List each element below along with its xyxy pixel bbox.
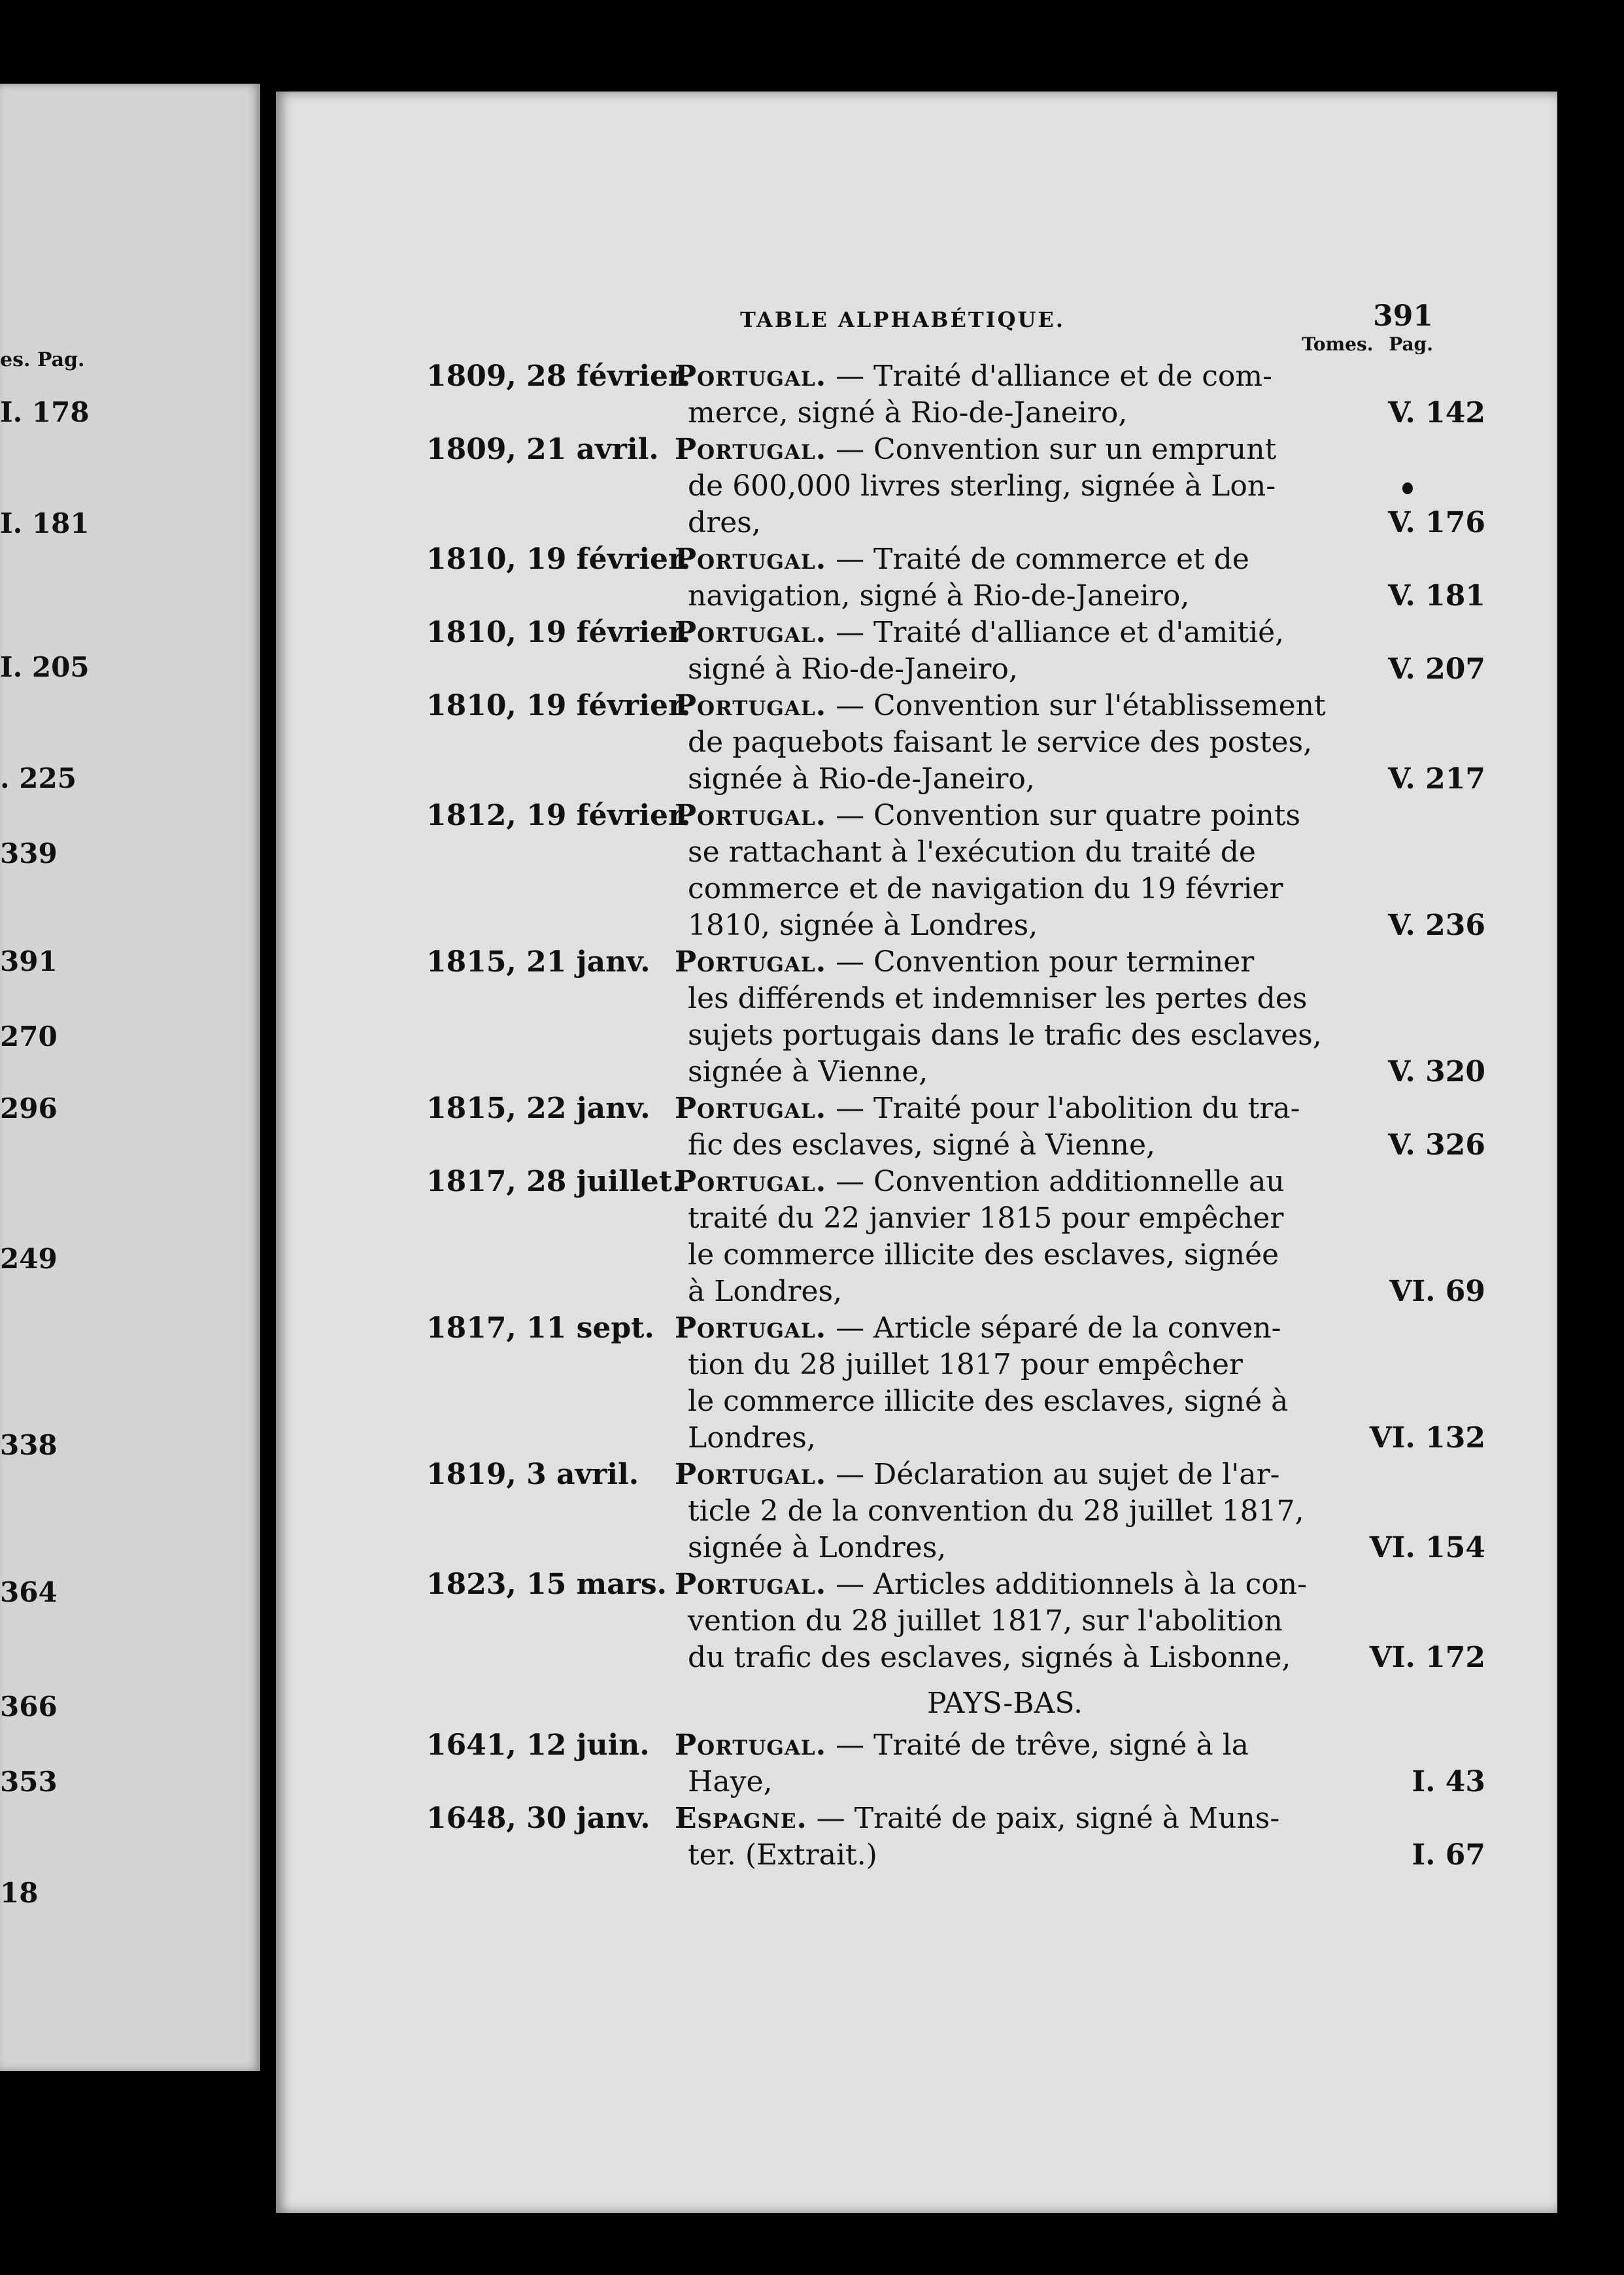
entry-description: sujets portugais dans le trafic des esclaves, — [688, 1019, 1322, 1052]
entry-text — [675, 798, 1300, 834]
entry-description: — Traité pour l'abolition du tra- — [836, 1092, 1300, 1125]
page-title: TABLE ALPHABÉTIQUE. — [740, 307, 1065, 332]
treaty-entry — [426, 1164, 1485, 1310]
entry-line — [426, 1727, 1485, 1764]
entry-line — [426, 688, 1485, 724]
entry-party: Portugal. — [675, 1458, 827, 1491]
entry-description: — Traité de trêve, signé à la — [836, 1728, 1249, 1762]
entry-reference: VI. 132 — [1369, 1421, 1485, 1455]
entry-description: ter. (Extrait.) — [688, 1838, 877, 1872]
treaty-entry — [426, 1566, 1485, 1676]
left-page-ref: 338 — [0, 1428, 58, 1461]
left-page-ref: I. 178 — [0, 396, 90, 428]
left-page-ref: I. 181 — [0, 507, 90, 539]
treaty-entry — [426, 1457, 1485, 1566]
entry-reference: V. 326 — [1388, 1128, 1485, 1162]
entry-line — [426, 1273, 1485, 1310]
entry-reference: V. 176 — [1388, 506, 1485, 539]
entry-party: Portugal. — [675, 433, 827, 466]
section-title: PAYS-BAS. — [927, 1687, 1083, 1720]
entry-line — [426, 1457, 1485, 1493]
entry-line — [426, 1603, 1485, 1640]
entry-reference: V. 236 — [1388, 909, 1485, 942]
entry-line — [426, 615, 1485, 651]
entry-date: 1823, 15 mars. — [426, 1568, 667, 1601]
entry-reference: V. 142 — [1388, 396, 1485, 430]
entry-party: Portugal. — [675, 1165, 827, 1198]
entry-line — [426, 1837, 1485, 1874]
ink-speck — [1402, 482, 1413, 494]
left-page-ref: 391 — [0, 945, 58, 977]
entry-description: — Traité de paix, signé à Muns- — [816, 1802, 1280, 1835]
treaty-entry — [426, 615, 1485, 688]
entry-description: traité du 22 janvier 1815 pour empêcher — [688, 1202, 1284, 1235]
entry-description: — Traité de commerce et de — [836, 543, 1249, 576]
book-gutter — [260, 65, 276, 2092]
entry-line — [426, 541, 1485, 578]
entry-line — [426, 1764, 1485, 1800]
entry-party: Portugal. — [675, 360, 827, 393]
left-page-ref: 339 — [0, 837, 58, 869]
entry-description: — Convention pour terminer — [836, 945, 1255, 979]
entry-date: 1810, 19 février. — [426, 616, 691, 649]
entry-date: 1810, 19 février. — [426, 689, 691, 722]
entry-description: — Convention additionnelle au — [836, 1165, 1285, 1198]
entry-description: du trafic des esclaves, signés à Lisbonne, — [688, 1641, 1291, 1674]
entry-description: se rattachant à l'exécution du traité de — [688, 835, 1256, 869]
entry-party: Portugal. — [675, 1311, 827, 1345]
entry-reference: VI. 69 — [1389, 1275, 1485, 1308]
entry-description: commerce et de navigation du 19 février — [688, 872, 1283, 905]
entry-date: 1815, 22 janv. — [426, 1092, 651, 1125]
entry-date: 1817, 11 sept. — [426, 1311, 654, 1345]
entry-description: vention du 28 juillet 1817, sur l'abolition — [688, 1604, 1283, 1638]
entry-line — [426, 981, 1485, 1017]
entry-date: 1809, 21 avril. — [426, 433, 659, 466]
entry-line — [426, 1566, 1485, 1603]
entry-line — [426, 1640, 1485, 1676]
treaty-entry — [426, 944, 1485, 1090]
entry-party: Portugal. — [675, 689, 827, 722]
entry-description: dres, — [688, 506, 761, 539]
entry-description: — Traité d'alliance et d'amitié, — [836, 616, 1285, 649]
entry-party: Portugal. — [675, 1092, 827, 1125]
entry-line — [426, 431, 1485, 468]
entry-description: 1810, signée à Londres, — [688, 909, 1038, 942]
left-page-ref: 366 — [0, 1690, 58, 1723]
entry-reference: VI. 154 — [1369, 1531, 1485, 1564]
entry-text — [675, 1727, 1249, 1764]
entry-description: signée à Londres, — [688, 1531, 947, 1564]
left-page-ref: 18 — [0, 1876, 39, 1909]
entry-date: 1809, 28 février. — [426, 360, 691, 393]
entry-description: les différends et indemniser les pertes des — [688, 982, 1308, 1015]
entry-description: — Convention sur quatre points — [836, 799, 1301, 832]
treaty-entry — [426, 688, 1485, 798]
page-header — [276, 288, 1557, 340]
entry-line — [426, 798, 1485, 834]
entry-text — [675, 615, 1284, 651]
entry-description: signé à Rio-de-Janeiro, — [688, 652, 1018, 686]
entry-description: — Convention sur un emprunt — [836, 433, 1277, 466]
entry-text — [675, 358, 1272, 395]
column-header: Tomes. Pag. — [1302, 333, 1433, 355]
entry-line — [426, 1493, 1485, 1530]
entry-line — [426, 1347, 1485, 1383]
treaty-entry — [426, 1090, 1485, 1164]
entry-date: 1815, 21 janv. — [426, 945, 651, 979]
entry-text — [675, 541, 1249, 578]
entry-description: — Convention sur l'établissement — [836, 689, 1326, 722]
treaty-entry — [426, 541, 1485, 615]
left-page-ref: 296 — [0, 1092, 58, 1124]
left-page-ref: 353 — [0, 1765, 58, 1798]
entry-description: merce, signé à Rio-de-Janeiro, — [688, 396, 1128, 430]
entry-description: à Londres, — [688, 1275, 843, 1308]
entry-line — [426, 1200, 1485, 1237]
entry-text — [675, 1090, 1300, 1127]
treaty-entry — [426, 798, 1485, 944]
entry-text — [675, 1800, 1279, 1837]
entry-line — [426, 1420, 1485, 1457]
entry-party: Portugal. — [675, 543, 827, 576]
entry-description: le commerce illicite des esclaves, signé à — [688, 1385, 1289, 1418]
entry-party: Espagne. — [675, 1802, 807, 1835]
entry-description: signée à Vienne, — [688, 1055, 928, 1088]
entry-description: Londres, — [688, 1421, 816, 1455]
entry-text — [675, 1457, 1279, 1493]
entry-description: — Articles additionnels à la con- — [836, 1568, 1308, 1601]
entry-text — [675, 1310, 1281, 1347]
entry-line — [426, 1530, 1485, 1566]
entry-date: 1810, 19 février. — [426, 543, 691, 576]
entry-description: — Article séparé de la conven- — [836, 1311, 1281, 1345]
entry-party: Portugal. — [675, 945, 827, 979]
entry-reference: V. 217 — [1388, 762, 1485, 796]
entry-date: 1819, 3 avril. — [426, 1458, 639, 1491]
treaty-entry — [426, 1800, 1485, 1874]
left-page-ref: . 225 — [0, 762, 76, 794]
entry-reference: I. 67 — [1412, 1838, 1485, 1872]
entry-line — [426, 395, 1485, 431]
entry-line — [426, 1237, 1485, 1273]
entry-line — [426, 724, 1485, 761]
entry-reference: V. 181 — [1388, 579, 1485, 613]
entry-text — [675, 944, 1254, 981]
treaty-entry — [426, 358, 1485, 431]
entry-party: Portugal. — [675, 799, 827, 832]
entry-line — [426, 907, 1485, 944]
entry-date: 1641, 12 juin. — [426, 1728, 650, 1762]
entry-description: de 600,000 livres sterling, signée à Lon- — [688, 469, 1276, 503]
entry-line — [426, 1310, 1485, 1347]
left-page-ref: 364 — [0, 1576, 58, 1608]
main-page — [276, 92, 1557, 2213]
entry-party: Portugal. — [675, 1728, 827, 1762]
entry-line — [426, 944, 1485, 981]
entry-line — [426, 358, 1485, 395]
left-page-ref: I. 205 — [0, 650, 90, 683]
entry-line — [426, 505, 1485, 541]
left-page-ref: 270 — [0, 1020, 58, 1053]
left-page-fragment — [0, 84, 260, 2071]
treaty-entry — [426, 1727, 1485, 1800]
treaty-entry — [426, 431, 1485, 541]
entry-date: 1648, 30 janv. — [426, 1802, 651, 1835]
entry-party: Portugal. — [675, 616, 827, 649]
page-number: 391 — [1373, 299, 1433, 333]
entry-text — [675, 1164, 1285, 1200]
left-page-header: es. Pag. — [0, 348, 85, 371]
entry-line — [426, 1054, 1485, 1090]
entry-line — [426, 1017, 1485, 1054]
entry-line — [426, 1164, 1485, 1200]
entry-reference: V. 207 — [1388, 652, 1485, 686]
entry-reference: VI. 172 — [1369, 1641, 1485, 1674]
entry-date: 1817, 28 juillet. — [426, 1165, 683, 1198]
entry-description: tion du 28 juillet 1817 pour empêcher — [688, 1348, 1243, 1381]
entry-reference: I. 43 — [1412, 1765, 1485, 1798]
treaty-entry — [426, 1310, 1485, 1457]
entry-description: fic des esclaves, signé à Vienne, — [688, 1128, 1155, 1162]
entry-line — [426, 834, 1485, 871]
entry-line — [426, 468, 1485, 505]
entry-description: — Traité d'alliance et de com- — [836, 360, 1273, 393]
entry-line — [426, 1090, 1485, 1127]
entry-line — [426, 1800, 1485, 1837]
entry-description: de paquebots faisant le service des postes, — [688, 726, 1313, 759]
entry-line — [426, 1383, 1485, 1420]
entry-line — [426, 651, 1485, 688]
entry-date: 1812, 19 février. — [426, 799, 691, 832]
entry-description: le commerce illicite des esclaves, signée — [688, 1238, 1279, 1272]
entry-text — [675, 688, 1326, 724]
entry-description: navigation, signé à Rio-de-Janeiro, — [688, 579, 1190, 613]
entry-description: — Déclaration au sujet de l'ar- — [836, 1458, 1280, 1491]
entry-party: Portugal. — [675, 1568, 827, 1601]
entry-line — [426, 578, 1485, 615]
entry-line — [426, 1127, 1485, 1164]
entry-text — [675, 1566, 1307, 1603]
treaty-list — [426, 358, 1485, 1874]
entry-text — [675, 431, 1276, 468]
entry-reference: V. 320 — [1388, 1055, 1485, 1088]
entry-line — [426, 871, 1485, 907]
entry-description: Haye, — [688, 1765, 773, 1798]
entry-line — [426, 761, 1485, 798]
entry-description: signée à Rio-de-Janeiro, — [688, 762, 1035, 796]
entry-description: ticle 2 de la convention du 28 juillet 1817, — [688, 1494, 1304, 1528]
left-page-ref: 249 — [0, 1242, 58, 1275]
